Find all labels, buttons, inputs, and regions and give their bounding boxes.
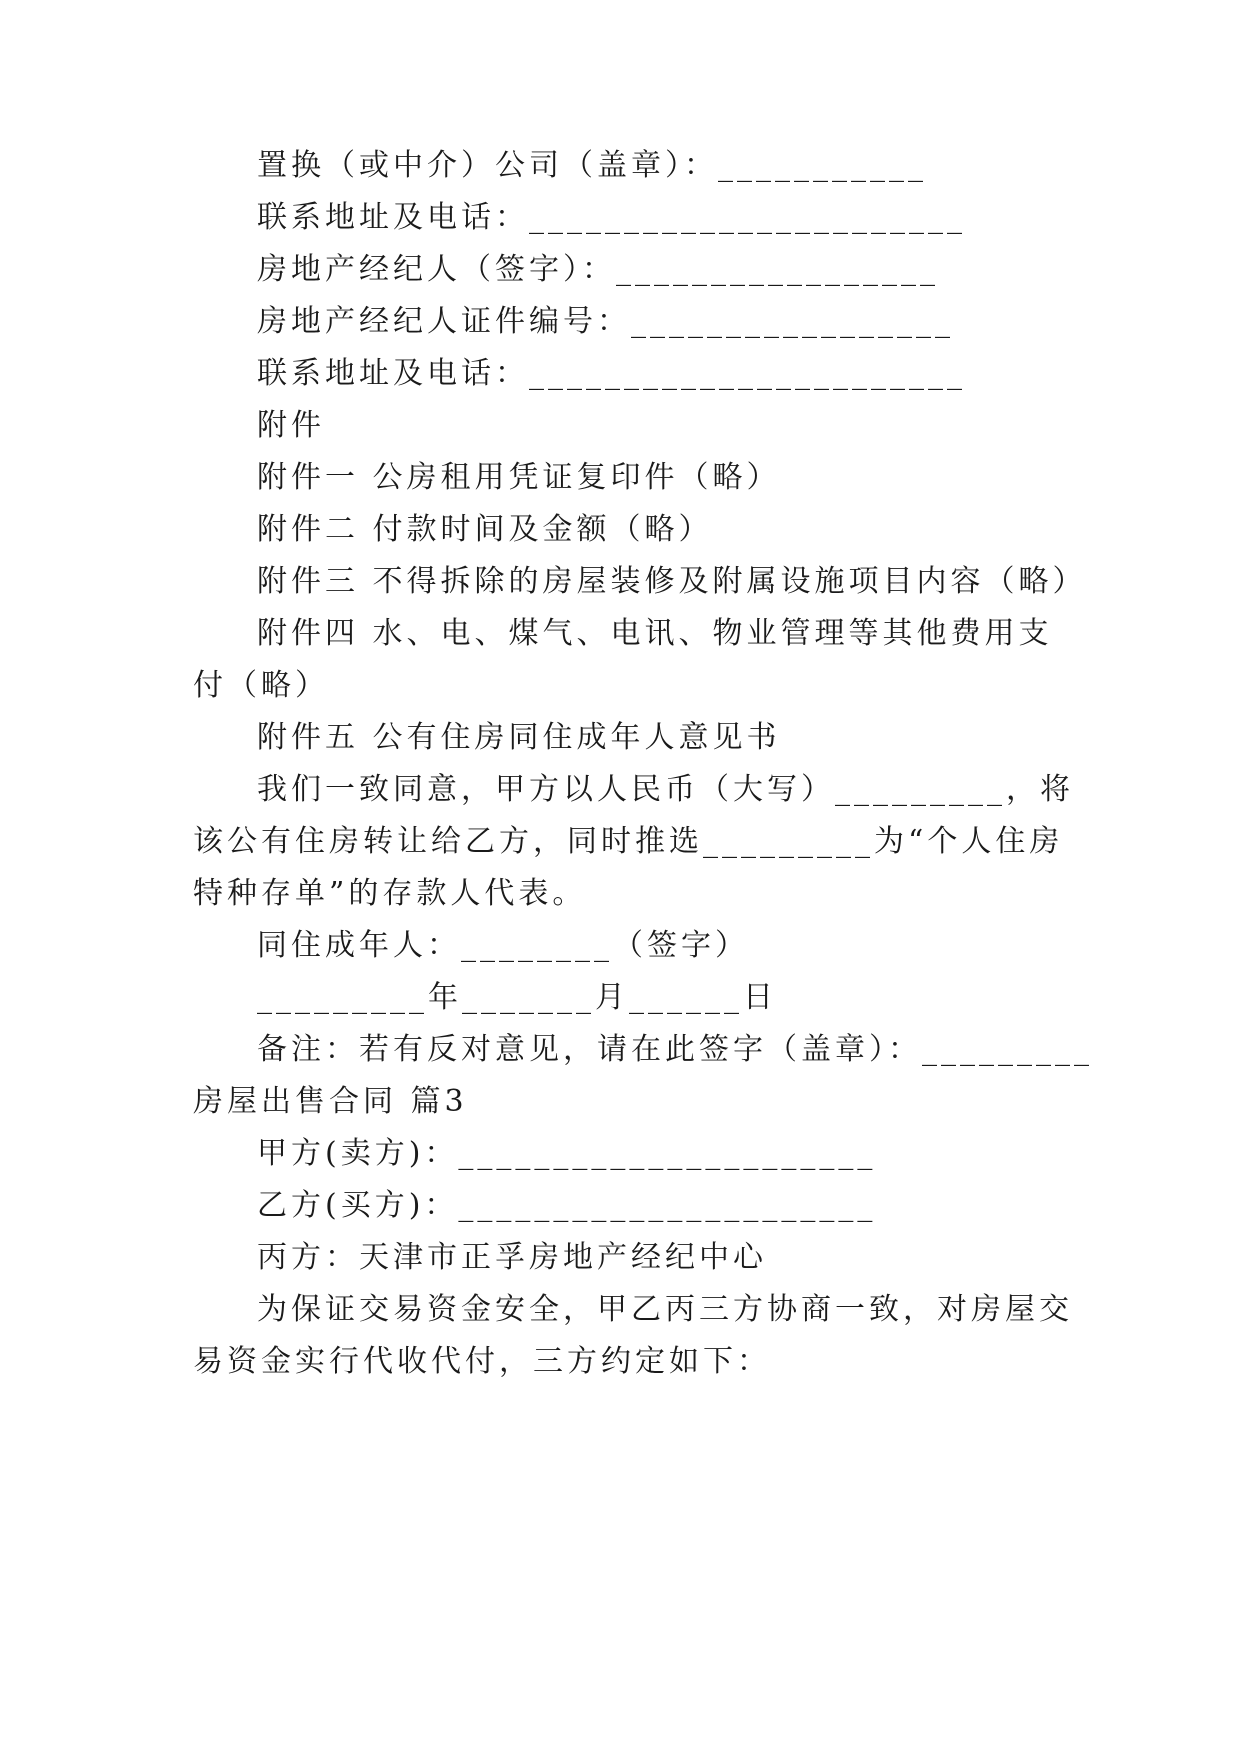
agreement-paragraph-line-2: 该公有住房转让给乙方，同时推选_________为“个人住房 [193,824,1064,859]
remark-line: 备注：若有反对意见，请在此签字（盖章）：_________ [257,1032,1093,1067]
attachment-4-continued: 付（略） [193,668,329,703]
party-c-line: 丙方：天津市正孚房地产经纪中心 [257,1240,767,1275]
agent-signature-line: 房地产经纪人（签字）：_________________ [257,252,939,287]
agent-license-line: 房地产经纪人证件编号：_________________ [257,304,954,339]
attachment-2: 附件二 付款时间及金额（略） [257,512,713,547]
agreement-paragraph-line-1: 我们一致同意，甲方以人民币（大写）_________，将 [257,772,1074,807]
attachment-4: 附件四 水、电、煤气、电讯、物业管理等其他费用支 [257,616,1053,651]
contact-address-line: 联系地址及电话：_______________________ [257,200,966,235]
agreement-paragraph-line-3: 特种存单”的存款人代表。 [193,876,587,911]
company-seal-line: 置换（或中介）公司（盖章）：___________ [257,148,927,183]
attachment-5: 附件五 公有住房同住成年人意见书 [257,720,781,755]
party-b-line: 乙方(买方)：______________________ [257,1188,877,1223]
attachment-3: 附件三 不得拆除的房屋装修及附属设施项目内容（略） [257,564,1087,599]
party-a-line: 甲方(卖方)：______________________ [257,1136,877,1171]
intro-paragraph-line-2: 易资金实行代收代付，三方约定如下： [193,1344,771,1379]
contact-address-line-2: 联系地址及电话：_______________________ [257,356,966,391]
attachment-1: 附件一 公房租用凭证复印件（略） [257,460,781,495]
intro-paragraph-line-1: 为保证交易资金安全，甲乙丙三方协商一致，对房屋交 [257,1292,1073,1327]
date-line: _________年_______月______日 [257,980,777,1015]
attachments-heading: 附件 [257,408,325,443]
section-heading: 房屋出售合同 篇3 [193,1084,468,1119]
cohabitant-signature-line: 同住成年人：________（签字） [257,928,749,963]
